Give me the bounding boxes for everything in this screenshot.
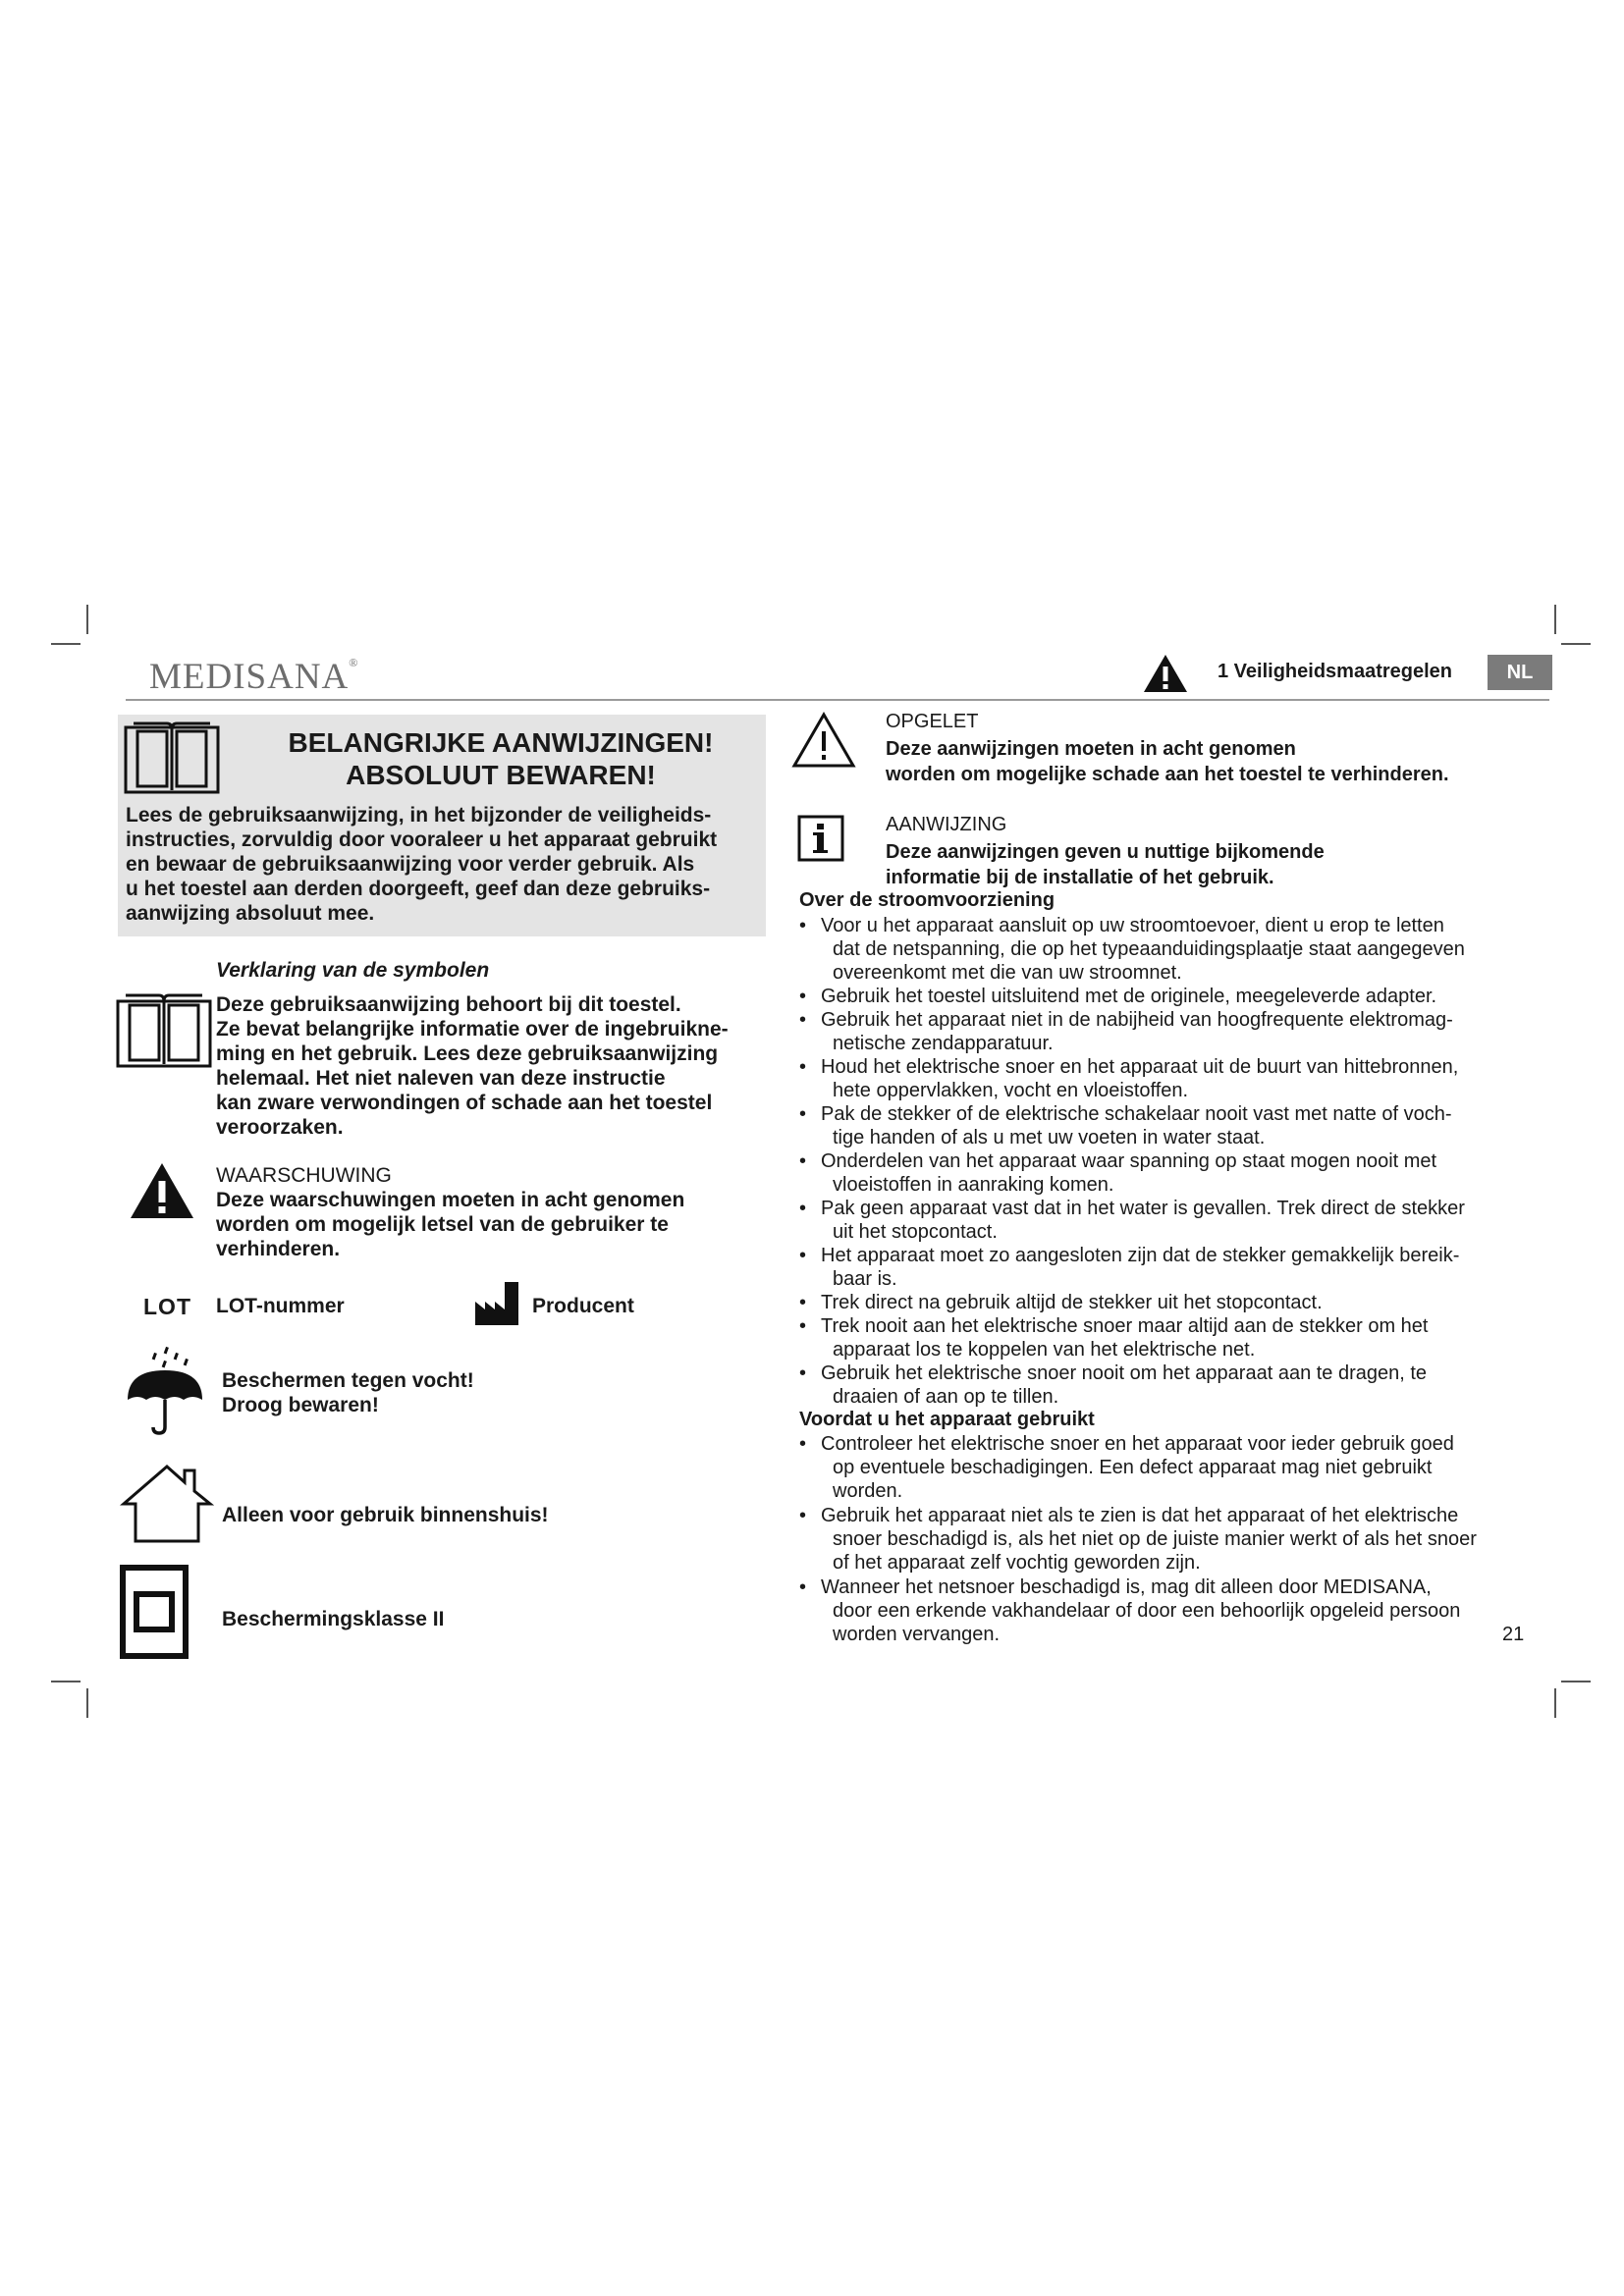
protection-class-ii-icon <box>120 1565 189 1659</box>
note-text: Deze aanwijzingen geven u nuttige bijkomende informatie bij de installatie of het gebruik. <box>886 841 1325 888</box>
list-item: • Gebruik het apparaat niet in de nabijheid van hoogfrequente elektromag- netische zendapparatuur. <box>799 1009 1453 1054</box>
list-item: • Pak de stekker of de elektrische schakelaar nooit vast met natte of voch- tige handen of als u met uw voeten in water staat. <box>799 1103 1452 1148</box>
crop-mark <box>51 1681 81 1682</box>
brand-logo: MEDISANA® <box>149 656 359 697</box>
list-item: • Gebruik het elektrische snoer nooit om het apparaat aan te dragen, te draaien of aan op te tillen. <box>799 1362 1428 1408</box>
list-item: • Controleer het elektrische snoer en het apparaat voor ieder gebruik goed op eventuele beschadigingen. Een defect apparaat mag niet gebruikt worden. <box>799 1433 1454 1502</box>
crop-mark <box>51 643 81 645</box>
notice-text: Lees de gebruiksaanwijzing, in het bijzonder de veiligheids- instructies, zorvuldig door vooraleer u het apparaat gebruikt en bewaar de gebruiksaanwijzing voor verder gebruik. Als u het toestel aan derden doorgeeft, geef dan deze gebruiks- aanwijzing absoluut mee. <box>126 804 718 925</box>
info-icon <box>797 815 844 862</box>
list-item: • Pak geen apparaat vast dat in het water is gevallen. Trek direct de stekker uit het stopcontact. <box>799 1198 1465 1243</box>
section-title: 1 Veiligheidsmaatregelen <box>1218 661 1452 682</box>
list-item: • Houd het elektrische snoer en het apparaat uit de buurt van hittebronnen, hete oppervlakken, vocht en vloeistoffen. <box>799 1056 1459 1101</box>
indoor-text: Alleen voor gebruik binnenshuis! <box>222 1504 549 1526</box>
warning-title: WAARSCHUWING <box>216 1164 392 1187</box>
crop-mark <box>1554 1688 1556 1718</box>
list-item: • Trek direct na gebruik altijd de stekker uit het stopcontact. <box>799 1292 1323 1313</box>
symbols-heading: Verklaring van de symbolen <box>216 959 490 982</box>
crop-mark <box>1561 1681 1591 1682</box>
crop-mark <box>86 605 88 634</box>
list-item: • Gebruik het toestel uitsluitend met de originele, meegeleverde adapter. <box>799 986 1437 1007</box>
list-item: • Het apparaat moet zo aangesloten zijn dat de stekker gemakkelijk bereik- baar is. <box>799 1245 1460 1290</box>
header-divider <box>126 699 1549 701</box>
crop-mark <box>86 1688 88 1718</box>
caution-text: Deze aanwijzingen moeten in acht genomen worden om mogelijke schade aan het toestel te verhinderen. <box>886 738 1449 785</box>
protection-class-text: Beschermingsklasse II <box>222 1608 445 1630</box>
lot-icon: LOT <box>143 1294 191 1319</box>
before-use-heading: Voordat u het apparaat gebruikt <box>799 1409 1095 1430</box>
power-heading: Over de stroomvoorziening <box>799 889 1056 911</box>
factory-icon <box>473 1280 520 1325</box>
moisture-text: Beschermen tegen vocht! Droog bewaren! <box>222 1369 474 1416</box>
list-item: • Onderdelen van het apparaat waar spanning op staat mogen nooit met vloeistoffen in aanraking komen. <box>799 1150 1437 1196</box>
warning-text: Deze waarschuwingen moeten in acht genomen worden om mogelijk letsel van de gebruiker te verhinderen. <box>216 1189 685 1260</box>
lot-text: LOT-nummer <box>216 1295 345 1317</box>
manual-book-icon <box>124 720 220 796</box>
crop-mark <box>1554 605 1556 634</box>
list-item: • Voor u het apparaat aansluit op uw stroomtoevoer, dient u erop te letten dat de netspanning, die op het typeaanduidingsplaatje staat aangegeven overeenkomt met die van uw stroomnet. <box>799 915 1465 984</box>
manual-symbol-text: Deze gebruiksaanwijzing behoort bij dit toestel. Ze bevat belangrijke informatie over de ingebruikne- ming en het gebruik. Lees deze gebruiksaanwijzing helemaal. Het niet naleven van deze instructie kan zware verwondingen of schade aan het toestel veroorzaken. <box>216 993 729 1139</box>
manual-book-icon <box>116 991 212 1070</box>
producer-text: Producent <box>532 1295 634 1317</box>
language-tab: NL <box>1488 655 1552 690</box>
umbrella-icon <box>124 1345 206 1435</box>
caution-title: OPGELET <box>886 711 979 732</box>
caution-icon <box>791 712 856 769</box>
notice-title: BELANGRIJKE AANWIJZINGEN! ABSOLUUT BEWAREN! <box>288 727 714 790</box>
crop-mark <box>1561 643 1591 645</box>
list-item: • Trek nooit aan het elektrische snoer maar altijd aan de stekker om het apparaat los te koppelen van het elektrische net. <box>799 1315 1429 1361</box>
list-item: • Gebruik het apparaat niet als te zien is dat het apparaat of het elektrische snoer beschadigd is, als het niet op de juiste manier werkt of als het snoer of het apparaat zelf vochtig geworden zijn. <box>799 1505 1477 1574</box>
warning-icon <box>129 1161 195 1220</box>
list-item: • Wanneer het netsnoer beschadigd is, mag dit alleen door MEDISANA, door een erkende vakhandelaar of door een behoorlijk opgeleid persoon worden vervangen. <box>799 1576 1461 1645</box>
warning-icon <box>1142 653 1189 694</box>
note-title: AANWIJZING <box>886 814 1007 835</box>
house-icon <box>120 1463 214 1545</box>
page-number: 21 <box>1502 1624 1525 1645</box>
